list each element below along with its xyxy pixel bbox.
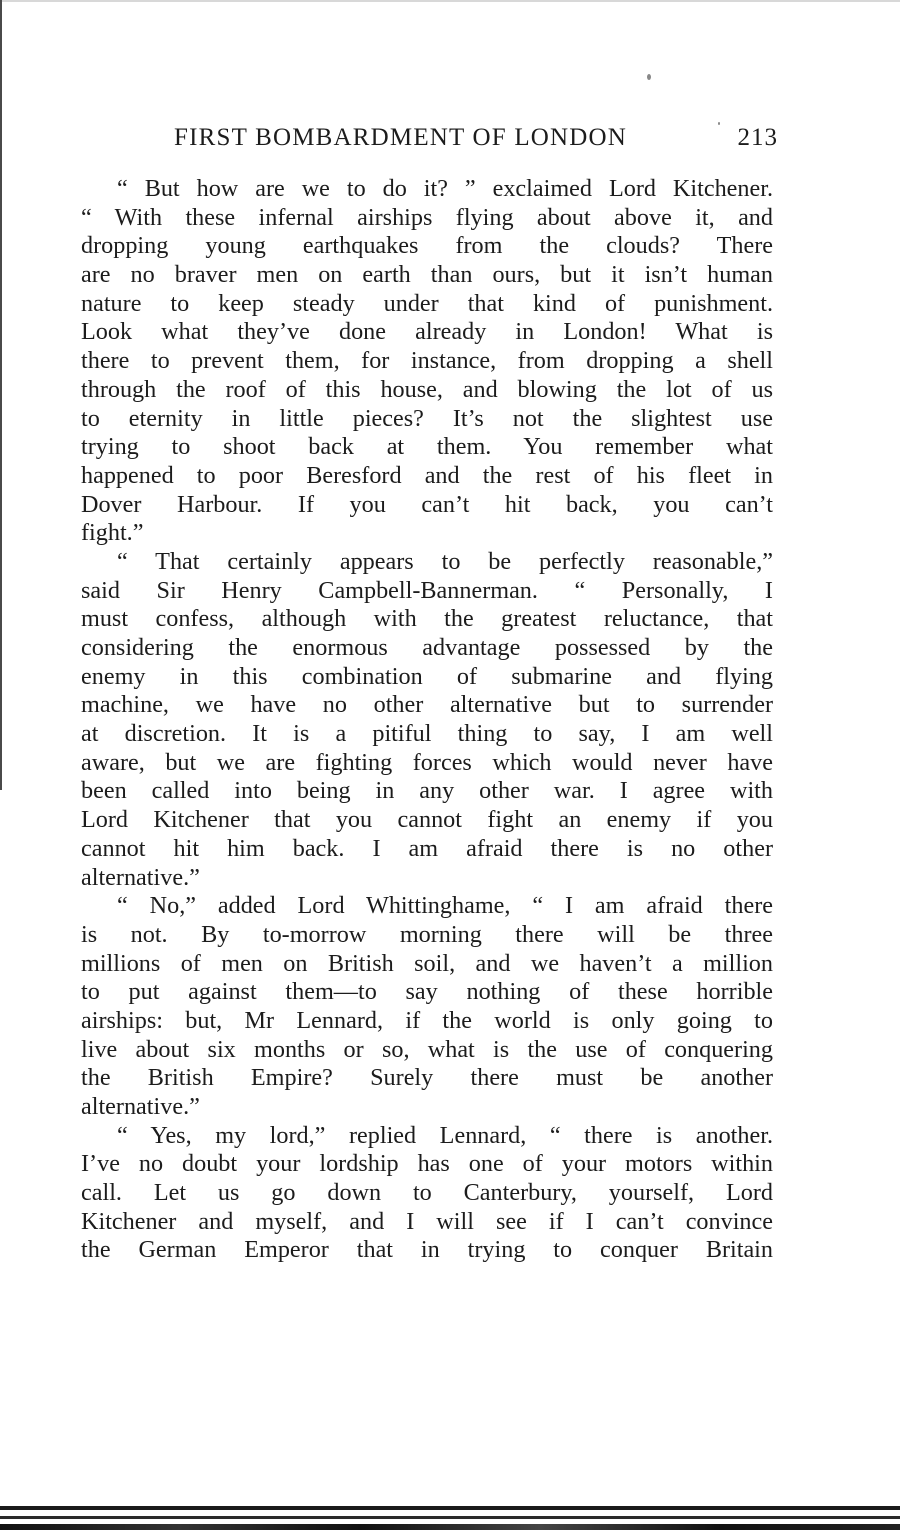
text-line: cannot hit him back. I am afraid there is no other xyxy=(81,834,773,862)
text-line: alternative.” xyxy=(81,863,200,891)
text-line: “ No,” added Lord Whittinghame, “ I am afraid there xyxy=(117,892,773,920)
text-line: nature to keep steady under that kind of punishment. xyxy=(81,289,773,317)
text-line: I’ve no doubt your lordship has one of your motors within xyxy=(81,1150,773,1178)
scan-edge-rule xyxy=(0,1524,900,1530)
text-line: “ That certainly appears to be perfectly reasonable,” xyxy=(117,547,773,575)
text-line: aware, but we are fighting forces which would never have xyxy=(81,748,773,776)
text-line: through the roof of this house, and blowing the lot of us xyxy=(81,375,773,403)
text-line: happened to poor Beresford and the rest of his fleet in xyxy=(81,461,773,489)
text-line: is not. By to-morrow morning there will be three xyxy=(81,920,773,948)
scan-edge-rule xyxy=(0,1506,900,1510)
text-line: Dover Harbour. If you can’t hit back, you can’t xyxy=(81,490,773,518)
text-line: Lord Kitchener that you cannot fight an enemy if you xyxy=(81,806,773,834)
text-line: at discretion. It is a pitiful thing to say, I am well xyxy=(81,720,773,748)
text-line: enemy in this combination of submarine and flying xyxy=(81,662,773,690)
text-line: trying to shoot back at them. You remember what xyxy=(81,433,773,461)
text-line: “ Yes, my lord,” replied Lennard, “ there is another. xyxy=(117,1121,773,1149)
text-line: to put against them—to say nothing of these horrible xyxy=(81,978,773,1006)
text-line: call. Let us go down to Canterbury, yourself, Lord xyxy=(81,1179,773,1207)
scan-edge-rule xyxy=(0,1516,900,1519)
text-line: millions of men on British soil, and we haven’t a million xyxy=(81,949,773,977)
text-line: “ But how are we to do it? ” exclaimed Lord Kitchener. xyxy=(117,175,773,202)
text-line: must confess, although with the greatest reluctance, that xyxy=(81,605,773,633)
text-line: to eternity in little pieces? It’s not the slightest use xyxy=(81,404,773,432)
running-head xyxy=(174,124,782,160)
running-title: FIRST BOMBARDMENT OF LONDON xyxy=(174,124,628,151)
text-line: dropping young earthquakes from the clouds? There xyxy=(81,232,773,260)
text-line: the German Emperor that in trying to conquer Britain xyxy=(81,1236,773,1264)
text-line: considering the enormous advantage possessed by the xyxy=(81,634,773,661)
text-line: the British Empire? Surely there must be another xyxy=(81,1064,773,1092)
page-number: 213 xyxy=(737,124,778,151)
text-line: Kitchener and myself, and I will see if I can’t convince xyxy=(81,1207,773,1235)
page-left-edge xyxy=(0,0,2,790)
text-line: machine, we have no other alternative but to surrender xyxy=(81,691,773,719)
page-top-edge xyxy=(0,0,900,2)
text-line: “ With these infernal airships flying about above it, and xyxy=(81,203,773,231)
text-line: said Sir Henry Campbell-Bannerman. “ Personally, I xyxy=(81,576,773,604)
scan-speck xyxy=(647,74,651,80)
text-line: fight.” xyxy=(81,519,144,547)
text-line: are no braver men on earth than ours, but it isn’t human xyxy=(81,261,773,289)
text-line: live about six months or so, what is the use of conquering xyxy=(81,1035,773,1063)
text-line: Look what they’ve done already in London! What is xyxy=(81,318,773,346)
text-line: there to prevent them, for instance, from dropping a shell xyxy=(81,347,773,375)
body-text xyxy=(81,175,773,1265)
text-line: been called into being in any other war. I agree with xyxy=(81,777,773,805)
text-line: alternative.” xyxy=(81,1093,200,1120)
text-line: airships: but, Mr Lennard, if the world is only going to xyxy=(81,1006,773,1034)
